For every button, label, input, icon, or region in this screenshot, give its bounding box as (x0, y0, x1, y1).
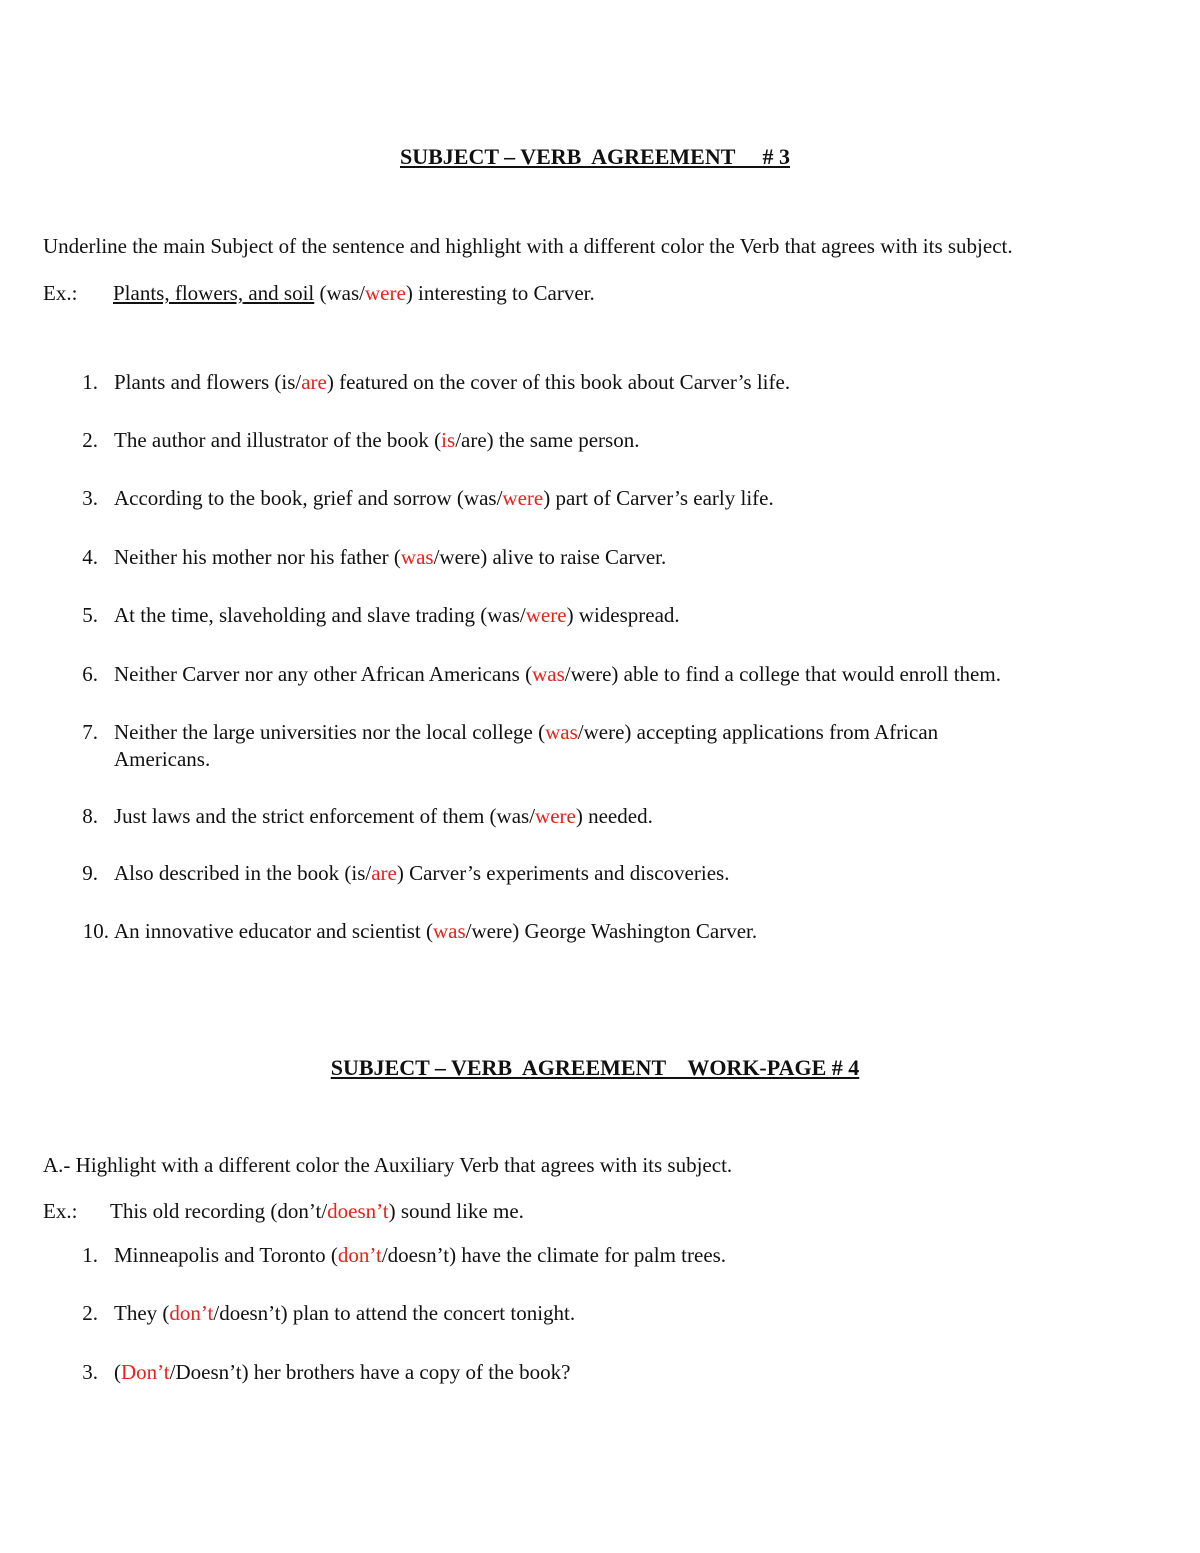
example-answer: doesn’t (327, 1199, 389, 1223)
item-text (114, 372, 790, 393)
example-answer: were (365, 281, 406, 305)
item-pre: ( (114, 1360, 121, 1384)
item-text (114, 430, 639, 451)
item-answer: were (525, 603, 567, 627)
item-text-continued: Americans. (114, 747, 211, 771)
example-label: Ex.: (43, 1199, 78, 1223)
item-post: /Doesn’t) her brothers have a copy of the book? (169, 1360, 571, 1384)
example-label: Ex.: (43, 281, 78, 305)
example-pre: This old recording (don’t/ (110, 1199, 328, 1223)
item-pre: Neither Carver nor any other African Americans ( (114, 662, 533, 686)
item-number: 8. (82, 804, 98, 828)
item-post: /doesn’t) have the climate for palm trees. (381, 1243, 727, 1267)
item-pre: Just laws and the strict enforcement of them (was/ (114, 804, 536, 828)
item-answer: don’t (337, 1243, 382, 1267)
item-text (114, 547, 666, 568)
item-text (114, 806, 653, 827)
item-text (114, 488, 774, 509)
item-number: 4. (82, 545, 98, 569)
item-text (114, 1362, 570, 1383)
example-post: ) sound like me. (388, 1199, 524, 1223)
item-number: 2. (82, 1301, 98, 1325)
item-post: /are) the same person. (455, 428, 640, 452)
item-number: 1. (82, 370, 98, 394)
item-answer: are (371, 861, 397, 885)
item-text (114, 863, 729, 884)
item-answer: are (301, 370, 327, 394)
item-text (114, 1303, 575, 1324)
section-4-instructions: A.- Highlight with a different color the Auxiliary Verb that agrees with its subject. (43, 1153, 733, 1177)
item-answer: were (535, 804, 576, 828)
item-pre: At the time, slaveholding and slave trading (was/ (114, 603, 526, 627)
item-number: 2. (82, 428, 98, 452)
item-post: /were) accepting applications from African (577, 720, 939, 744)
item-number: 5. (82, 603, 98, 627)
item-post: /were) able to find a college that would enroll them. (564, 662, 1001, 686)
item-text (114, 664, 1001, 685)
item-answer: was (545, 720, 578, 744)
item-pre: Minneapolis and Toronto ( (114, 1243, 338, 1267)
item-answer: don’t (169, 1301, 214, 1325)
item-text (114, 722, 938, 743)
item-post: /doesn’t) plan to attend the concert tonight. (213, 1301, 576, 1325)
item-number: 7. (82, 720, 98, 744)
item-text (114, 605, 680, 626)
item-post: ) Carver’s experiments and discoveries. (396, 861, 730, 885)
item-pre: The author and illustrator of the book ( (114, 428, 442, 452)
section-4-title: SUBJECT – VERB AGREEMENT WORK-PAGE # 4 (330, 1055, 860, 1080)
item-answer: was (400, 545, 434, 569)
item-pre: They ( (114, 1301, 170, 1325)
item-post: /were) alive to raise Carver. (433, 545, 667, 569)
item-answer: is (441, 428, 456, 452)
example-subject-1: Plants, flowers, (113, 281, 244, 305)
item-pre: Plants and flowers (is/ (114, 370, 302, 394)
item-post: ) featured on the cover of this book about Carver’s life. (326, 370, 791, 394)
item-number: 3. (82, 486, 98, 510)
item-number: 3. (82, 1360, 98, 1384)
item-number: 6. (82, 662, 98, 686)
item-number: 9. (82, 861, 98, 885)
item-post: /were) George Washington Carver. (465, 919, 758, 943)
item-number: 10. (82, 919, 109, 943)
section-3-instructions: Underline the main Subject of the sentence and highlight with a different color the Verb that agrees with its subject. (43, 234, 1013, 258)
item-post: ) widespread. (566, 603, 680, 627)
example-close: ) interesting to Carver. (405, 281, 595, 305)
item-pre: An innovative educator and scientist ( (114, 919, 433, 943)
item-answer: was (532, 662, 565, 686)
item-pre: Also described in the book (is/ (114, 861, 372, 885)
example-sentence (113, 283, 595, 304)
item-answer: were (502, 486, 544, 510)
item-post: ) needed. (575, 804, 653, 828)
example-sentence (110, 1201, 524, 1222)
item-text (114, 921, 757, 942)
example-open: (was/ (314, 281, 365, 305)
item-pre: Neither his mother nor his father ( (114, 545, 401, 569)
item-post: ) part of Carver’s early life. (543, 486, 774, 510)
item-text (114, 1245, 726, 1266)
section-3-title: SUBJECT – VERB AGREEMENT # 3 (400, 144, 790, 169)
item-number: 1. (82, 1243, 98, 1267)
item-pre: According to the book, grief and sorrow (was/ (114, 486, 503, 510)
item-answer: was (433, 919, 466, 943)
item-answer: Don’t (121, 1360, 170, 1384)
example-conjunction: and (243, 281, 279, 305)
item-pre: Neither the large universities nor the local college ( (114, 720, 546, 744)
example-subject-2: soil (278, 281, 315, 305)
